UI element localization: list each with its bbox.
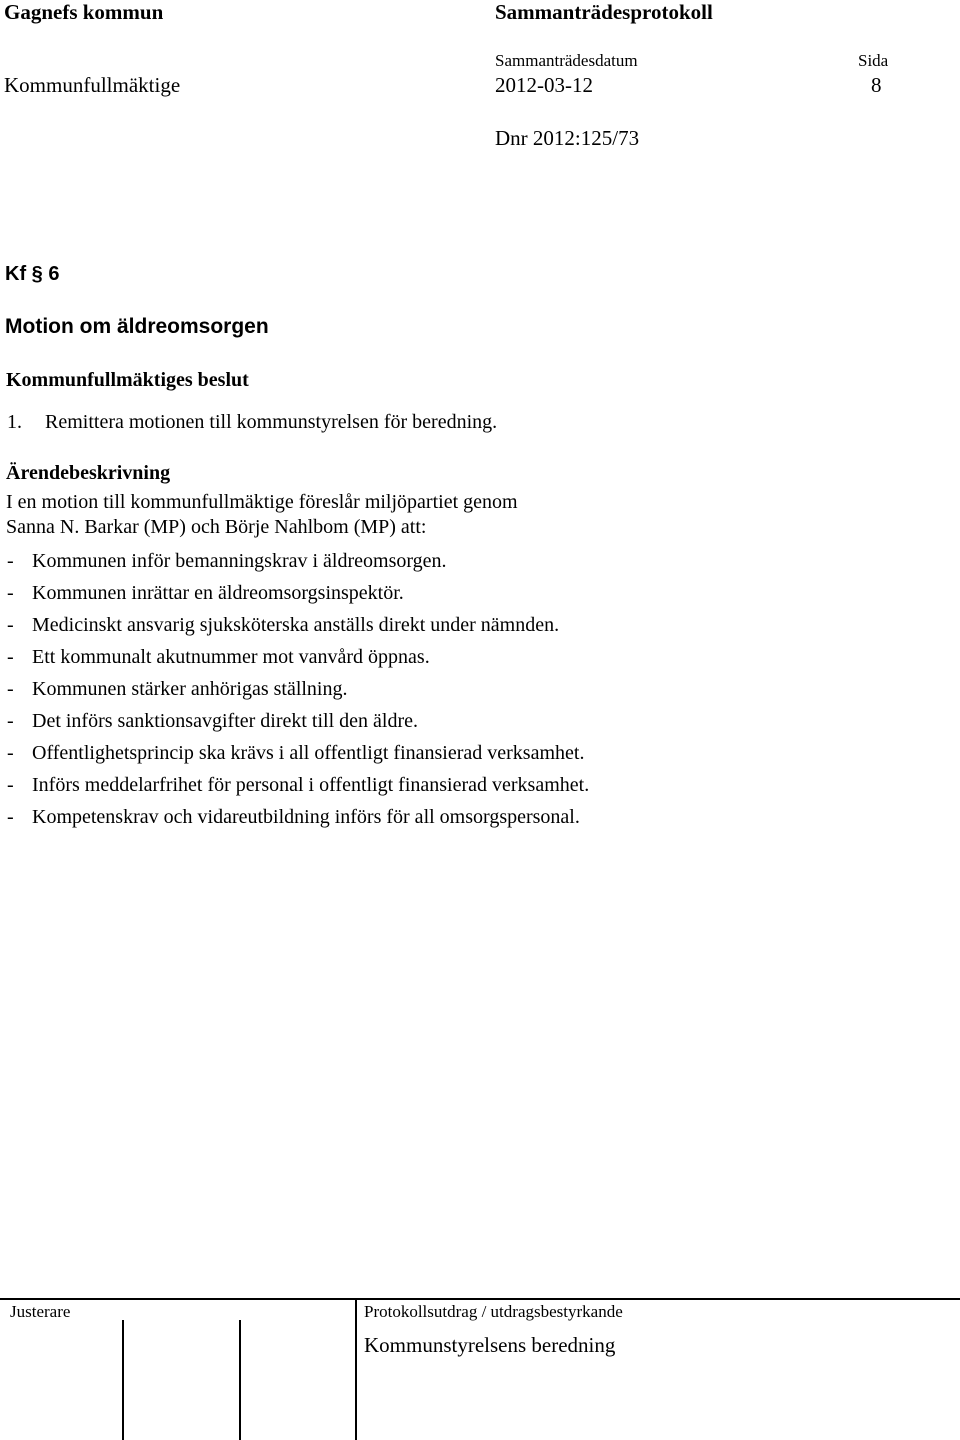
item-dash: - bbox=[7, 710, 14, 732]
recipient-name: Kommunstyrelsens beredning bbox=[364, 1333, 616, 1357]
body-name: Kommunfullmäktige bbox=[4, 73, 181, 97]
page-number: 8 bbox=[871, 73, 882, 97]
description-line-1: I en motion till kommunfullmäktige föreslår miljöpartiet genom bbox=[6, 491, 518, 513]
item-text: Medicinskt ansvarig sjuksköterska anställs direkt under nämnden. bbox=[32, 614, 560, 636]
list-item bbox=[7, 614, 559, 637]
item-dash: - bbox=[7, 774, 14, 796]
item-text: Kommunen inför bemanningskrav i äldreomsorgen. bbox=[32, 550, 447, 572]
page-label: Sida bbox=[858, 51, 889, 70]
item-text: Det införs sanktionsavgifter direkt till den äldre. bbox=[32, 710, 419, 732]
list-item bbox=[7, 582, 404, 605]
signature-box-divider-1 bbox=[122, 1320, 124, 1440]
item-dash: - bbox=[7, 806, 14, 828]
item-text: Offentlighetsprincip ska krävs i all offentligt finansierad verksamhet. bbox=[32, 742, 585, 764]
description-heading: Ärendebeskrivning bbox=[6, 462, 171, 484]
signature-box-divider-2 bbox=[239, 1320, 241, 1440]
item-text: Kommunen inrättar en äldreomsorgsinspektör. bbox=[32, 582, 404, 604]
decision-number: 1. bbox=[7, 411, 22, 433]
decision-heading: Kommunfullmäktiges beslut bbox=[6, 369, 249, 391]
list-item bbox=[7, 806, 580, 829]
list-item bbox=[7, 646, 430, 669]
list-item bbox=[7, 774, 589, 797]
description-line-2: Sanna N. Barkar (MP) och Börje Nahlbom (MP) att: bbox=[6, 516, 427, 538]
item-text: Kompetenskrav och vidareutbildning införs för all omsorgspersonal. bbox=[32, 806, 580, 828]
item-text: Införs meddelarfrihet för personal i offentligt finansierad verksamhet. bbox=[32, 774, 590, 796]
footer-divider bbox=[0, 1298, 960, 1300]
meeting-date: 2012-03-12 bbox=[495, 73, 593, 97]
item-dash: - bbox=[7, 742, 14, 764]
signature-box-divider-3 bbox=[355, 1298, 357, 1440]
extract-label: Protokollsutdrag / utdragsbestyrkande bbox=[364, 1302, 623, 1321]
municipality-name: Gagnefs kommun bbox=[4, 0, 164, 24]
dnr-number: Dnr 2012:125/73 bbox=[495, 126, 640, 150]
paragraph-number: Kf § 6 bbox=[5, 263, 60, 285]
list-item bbox=[7, 710, 418, 733]
list-item bbox=[7, 678, 348, 701]
item-dash: - bbox=[7, 550, 14, 572]
justerare-label: Justerare bbox=[10, 1302, 71, 1321]
protocol-title: Sammanträdesprotokoll bbox=[495, 0, 713, 24]
date-label: Sammanträdesdatum bbox=[495, 51, 638, 70]
item-text: Kommunen stärker anhörigas ställning. bbox=[32, 678, 348, 700]
item-dash: - bbox=[7, 582, 14, 604]
decision-text: Remittera motionen till kommunstyrelsen för beredning. bbox=[45, 411, 498, 433]
item-text: Ett kommunalt akutnummer mot vanvård öppnas. bbox=[32, 646, 430, 668]
item-dash: - bbox=[7, 614, 14, 636]
section-title: Motion om äldreomsorgen bbox=[5, 315, 269, 338]
item-dash: - bbox=[7, 646, 14, 668]
list-item bbox=[7, 550, 447, 573]
item-dash: - bbox=[7, 678, 14, 700]
list-item bbox=[7, 742, 584, 765]
